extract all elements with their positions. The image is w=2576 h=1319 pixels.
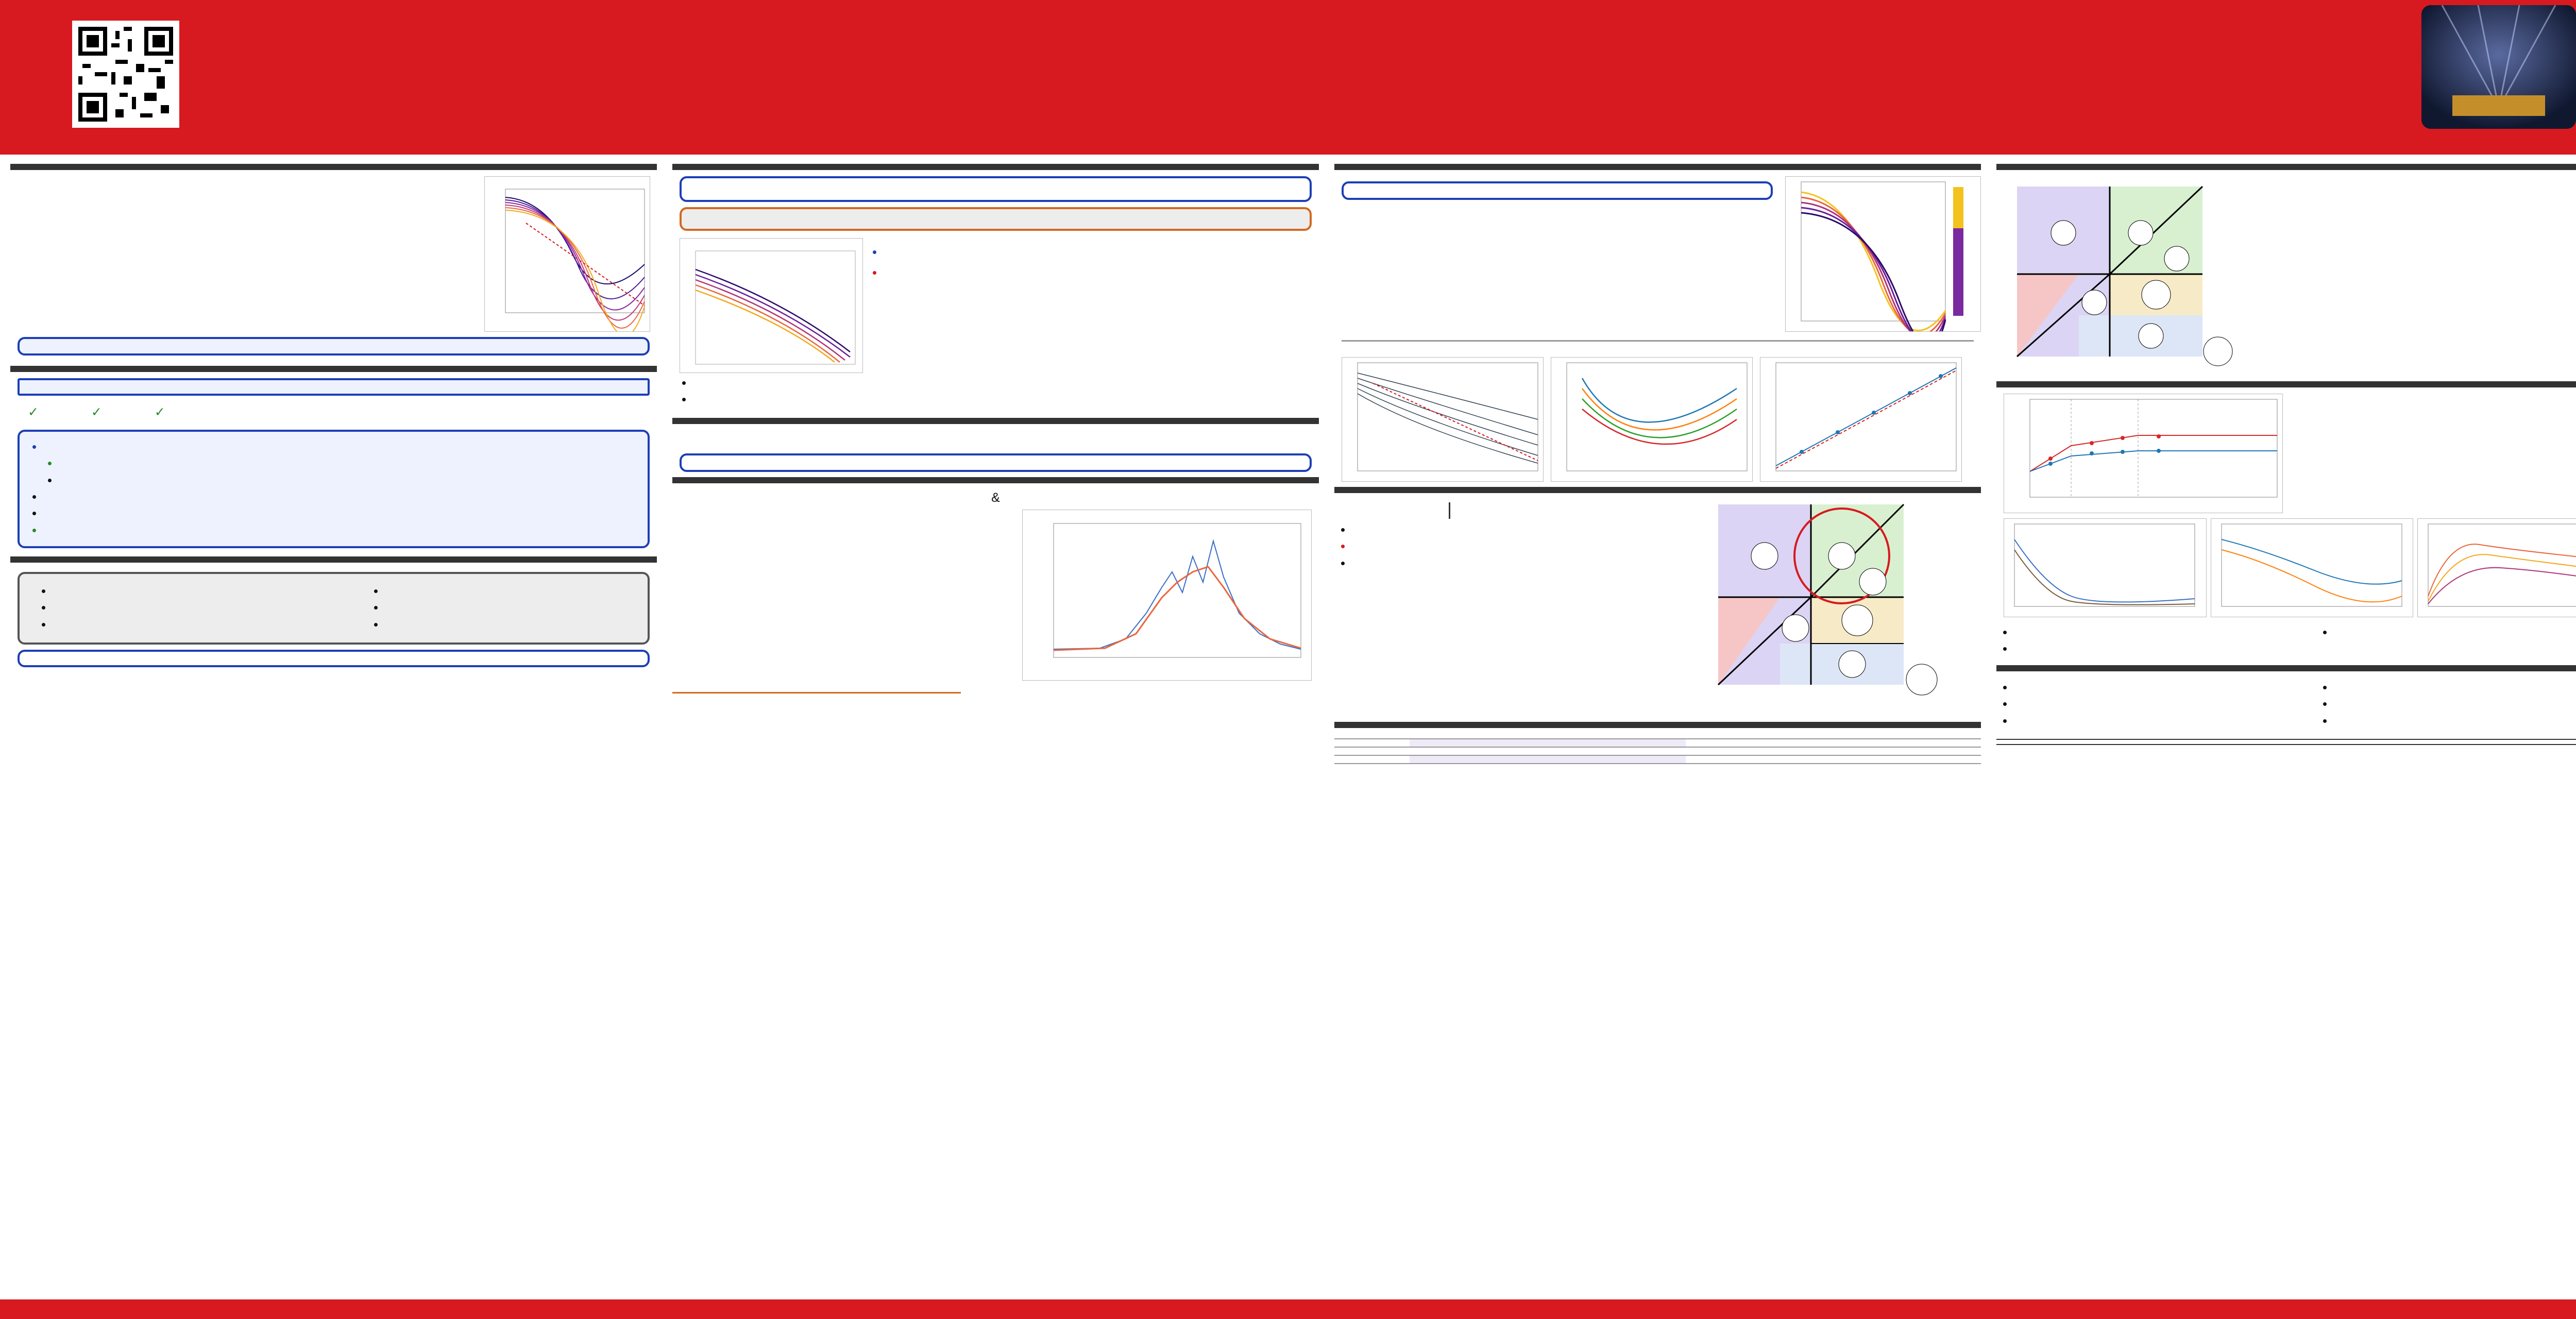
table-row bbox=[1334, 734, 1981, 739]
check-icon: ✓ bbox=[28, 405, 39, 419]
table-header bbox=[2154, 735, 2312, 739]
phase-diagram bbox=[1692, 499, 1981, 716]
eigen-bullet bbox=[693, 375, 863, 392]
table-row bbox=[1450, 515, 1468, 519]
table-row bbox=[1334, 739, 1981, 747]
check-icon: ✓ bbox=[154, 405, 165, 419]
exponents-plot bbox=[2004, 394, 2283, 513]
table-cell bbox=[2470, 749, 2576, 753]
model-item bbox=[385, 583, 640, 600]
observation-top bbox=[2295, 397, 2576, 510]
related-item bbox=[2014, 680, 2308, 696]
table-header bbox=[1686, 734, 1981, 739]
related-item bbox=[2334, 713, 2576, 730]
related-item bbox=[2014, 696, 2308, 713]
contribution-item bbox=[43, 439, 639, 455]
section-title bbox=[1996, 381, 2576, 387]
table-header bbox=[2470, 735, 2576, 739]
convergence-box bbox=[680, 207, 1312, 231]
scaling-law-theorem-box bbox=[1342, 181, 1773, 200]
table-cell bbox=[2312, 753, 2470, 757]
comparison-table bbox=[1996, 735, 2576, 757]
table-cell bbox=[1450, 506, 1459, 511]
observation-bullet bbox=[2014, 624, 2308, 641]
co-cases-table bbox=[1449, 502, 1468, 519]
model-item bbox=[53, 617, 359, 633]
column-2: • • • • & bbox=[672, 164, 1319, 1292]
goal-box bbox=[18, 650, 650, 667]
header-banner bbox=[0, 0, 2576, 155]
lr-title bbox=[672, 686, 961, 694]
section-title bbox=[1996, 164, 2576, 170]
section-title bbox=[1334, 722, 1981, 728]
te-plot-3 bbox=[1760, 357, 1962, 482]
table-cell bbox=[2154, 745, 2312, 749]
table-row bbox=[1996, 745, 2576, 749]
table-cell bbox=[2154, 739, 2312, 745]
check-param-count bbox=[155, 404, 173, 421]
contribution-item bbox=[43, 505, 639, 522]
table-cell bbox=[1459, 506, 1468, 511]
section-title bbox=[1996, 665, 2576, 671]
phase-name bbox=[1334, 747, 1410, 755]
column-3 bbox=[1334, 164, 1981, 1292]
table-cell bbox=[2154, 749, 2312, 753]
co-bullet bbox=[1352, 555, 1685, 572]
section-title bbox=[1334, 487, 1981, 493]
table-row bbox=[1996, 753, 2576, 757]
table-row bbox=[1450, 511, 1468, 515]
table-cell bbox=[1450, 511, 1459, 515]
phase-diagram-small bbox=[1996, 181, 2285, 377]
table-cell bbox=[2470, 745, 2576, 749]
section-title bbox=[672, 164, 1319, 170]
contribution-item bbox=[59, 472, 639, 489]
table-cell bbox=[2470, 753, 2576, 757]
co-bullet bbox=[1352, 538, 1685, 555]
obs-plot-left bbox=[2004, 518, 2207, 617]
table-row bbox=[1450, 506, 1468, 511]
obs-plot-middle bbox=[2211, 518, 2414, 617]
logo-4plus3 bbox=[2421, 5, 2576, 129]
section-title bbox=[10, 164, 657, 170]
bounding-theorem-box bbox=[680, 453, 1312, 472]
table-row bbox=[1334, 755, 1981, 764]
column-4 bbox=[1996, 164, 2576, 1292]
related-item bbox=[2334, 696, 2576, 713]
table-cell bbox=[1996, 753, 2154, 757]
phase-name bbox=[1334, 739, 1410, 747]
main-contributions-box bbox=[18, 430, 650, 548]
te-plot-1 bbox=[1342, 357, 1544, 482]
question-box bbox=[18, 337, 650, 356]
phase-name bbox=[1334, 764, 1410, 771]
column-1 bbox=[10, 164, 657, 1292]
table-cell bbox=[1459, 511, 1468, 515]
co-bullet bbox=[1352, 522, 1685, 538]
contribution-item bbox=[43, 522, 639, 539]
check-target-complexity bbox=[91, 404, 109, 421]
check-icon: ✓ bbox=[91, 405, 102, 419]
model-item bbox=[385, 617, 640, 633]
table-cell bbox=[2312, 739, 2470, 745]
eigenvalue-plot bbox=[680, 238, 863, 373]
section-title bbox=[672, 477, 1319, 483]
table-header bbox=[2312, 735, 2470, 739]
table-cell bbox=[1459, 515, 1468, 519]
observation-bullet bbox=[2014, 641, 2308, 657]
phase-name bbox=[1334, 755, 1410, 764]
det-forcing-label bbox=[884, 244, 1319, 261]
table-cell bbox=[1996, 749, 2154, 753]
table-cell bbox=[1459, 502, 1468, 506]
table-cell bbox=[2470, 739, 2576, 745]
table-row bbox=[1996, 749, 2576, 753]
obs-plot-right bbox=[2417, 518, 2576, 617]
eigen-bullet bbox=[693, 392, 863, 408]
table-header bbox=[1996, 735, 2154, 739]
related-item bbox=[2334, 680, 2576, 696]
table-cell bbox=[1996, 745, 2154, 749]
section-title bbox=[672, 418, 1319, 424]
contribution-item bbox=[59, 455, 639, 472]
table-row bbox=[1996, 735, 2576, 739]
section-title bbox=[10, 556, 657, 563]
table-row bbox=[1334, 747, 1981, 755]
table-cell bbox=[1996, 739, 2154, 745]
table-cell bbox=[2312, 745, 2470, 749]
det-kernel-label bbox=[884, 265, 1319, 281]
chinchilla-plot bbox=[1785, 176, 1981, 332]
spectral-density-plot bbox=[1022, 510, 1312, 681]
table-row bbox=[1996, 739, 2576, 745]
model-item bbox=[385, 600, 640, 616]
table-cell bbox=[2154, 753, 2312, 757]
check-data-complexity bbox=[28, 404, 46, 421]
qr-code[interactable] bbox=[72, 21, 179, 128]
table-row bbox=[1450, 502, 1468, 506]
exponents-table bbox=[1334, 734, 1981, 771]
model-box bbox=[18, 572, 650, 645]
model-item bbox=[53, 583, 359, 600]
phase-panels-bottom bbox=[2290, 181, 2576, 377]
section-title bbox=[1334, 164, 1981, 170]
section-title bbox=[10, 366, 657, 372]
contribution-item bbox=[43, 489, 639, 505]
model-item bbox=[53, 600, 359, 616]
related-item bbox=[2014, 713, 2308, 730]
table-cell bbox=[1450, 502, 1459, 506]
observation-bullet bbox=[2334, 624, 2576, 641]
volterra-theorem-box bbox=[680, 176, 1312, 202]
idea-box bbox=[18, 378, 650, 396]
table-cell bbox=[2312, 749, 2470, 753]
table-row bbox=[1334, 764, 1981, 771]
table-cell bbox=[1450, 515, 1459, 519]
loss-vs-flops-plot bbox=[484, 176, 650, 332]
te-plot-2 bbox=[1551, 357, 1753, 482]
footer bbox=[0, 1299, 2576, 1319]
